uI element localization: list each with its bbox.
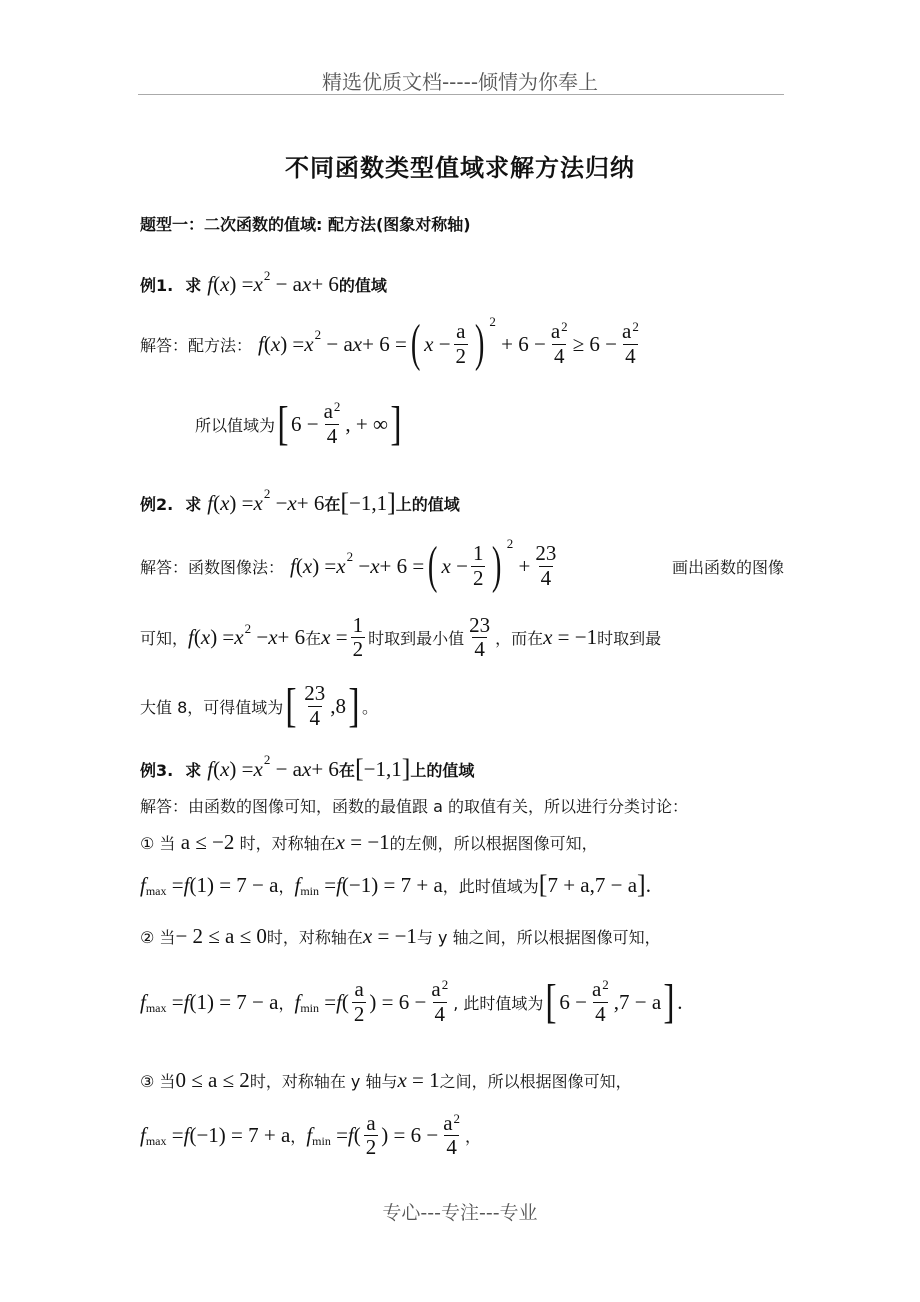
interval: [ −1,1 ]	[340, 488, 396, 517]
formula: f max = f (1) = 7 − a	[140, 872, 279, 898]
interval: [ −1,1 ]	[354, 754, 411, 783]
formula: f min = f (−1) = 7 + a	[294, 872, 443, 898]
text-fragment: ，此时值域为	[442, 876, 539, 896]
formula: 0 ≤ a ≤ 2	[175, 1068, 250, 1092]
interval: [ 6 − $\frac{a^2}{4}$ ,7 − a ] .	[545, 975, 683, 1028]
page-header: 精选优质文档-----倾情为你奉上	[321, 70, 599, 94]
formula: f ( x ) = x 2 − x + 6 = ( x − $\frac{1}{2}$ ) 2 + $\frac{23}{4}$	[290, 536, 557, 594]
case-3-result	[140, 1112, 784, 1159]
example-2-line3	[140, 679, 784, 732]
solution-tail: 画出函数的图像	[671, 557, 784, 577]
interval: [ 7 + a,7 − a ] .	[538, 870, 651, 899]
formula: f ( x ) = x 2 − a x + 6	[207, 752, 339, 781]
example-2-line2	[140, 614, 784, 661]
text-fragment: 时，对称轴在	[239, 834, 336, 853]
case-1-condition	[140, 830, 784, 855]
text-fragment: ，	[290, 1127, 307, 1147]
example-label: 例2.	[140, 494, 174, 514]
text-fragment: 时，对称轴在	[266, 928, 363, 947]
mid-text: 在	[324, 494, 341, 514]
text-fragment: 可知，	[140, 629, 189, 649]
text-fragment: 大值 8，可得值域为	[140, 697, 284, 717]
section-heading-text: 题型一：二次函数的值域: 配方法(图象对称轴)	[140, 215, 471, 234]
solution-text: 解答：由函数的图像可知，函数的最值跟 a 的取值有关，所以进行分类讨论：	[140, 797, 688, 816]
formula: x = −1	[335, 830, 390, 854]
formula: f ( x ) = x 2 − a x + 6	[207, 267, 339, 296]
case-3-condition	[140, 1068, 784, 1093]
example-3-question	[140, 752, 784, 783]
formula: f max = f (1) = 7 − a	[140, 989, 279, 1015]
text-fragment: 在	[305, 629, 322, 649]
formula: a ≤ −2	[175, 830, 240, 854]
example-1-solution	[140, 314, 784, 372]
page-footer: 专心---专注---专业	[382, 1202, 538, 1224]
ask-text: 求	[185, 494, 202, 514]
formula: [ 6 − $\frac{a^2}{4}$ , + ∞ ]	[277, 397, 402, 450]
text-fragment: 。	[362, 697, 379, 717]
header-divider	[138, 94, 784, 95]
example-2-question	[140, 486, 784, 517]
solution-label: 解答：函数图像法：	[140, 557, 285, 577]
example-1-result	[195, 397, 784, 450]
document-title: 不同函数类型值域求解方法归纳	[285, 154, 635, 182]
formula: x = $\frac{1}{2}$	[321, 613, 364, 662]
formula: $\frac{23}{4}$	[469, 613, 491, 662]
mid-text: 在	[338, 760, 355, 780]
example-label: 例1.	[140, 276, 174, 295]
text-fragment: 时，对称轴在 y 轴与	[249, 1072, 398, 1091]
text-fragment: 时取到最	[597, 629, 662, 649]
example-2-solution	[140, 536, 784, 594]
tail-text: 上的值域	[410, 760, 475, 780]
text-fragment: ③ 当	[140, 1072, 176, 1091]
text-fragment: ① 当	[140, 834, 176, 853]
text-fragment: ，而在	[495, 629, 544, 649]
case-2-condition	[140, 924, 784, 949]
text-fragment: 时取到最小值	[368, 629, 465, 649]
text-fragment: 与 y 轴之间，所以根据图像可知，	[416, 928, 661, 947]
example-1-question	[140, 267, 784, 297]
tail-text: 的值域	[338, 276, 387, 295]
text-fragment: 的左侧，所以根据图像可知，	[389, 834, 598, 853]
text-fragment: , 此时值域为	[453, 993, 544, 1013]
formula: − 2 ≤ a ≤ 0	[175, 924, 267, 948]
text-fragment: ，	[465, 1127, 482, 1147]
solution-label: 解答：配方法：	[140, 335, 253, 355]
formula: x = 1	[397, 1068, 440, 1092]
section-heading	[140, 212, 784, 235]
example-label: 例3.	[140, 760, 174, 780]
formula: f ( x ) = x 2 − x + 6	[207, 486, 325, 515]
formula: [ $\frac{23}{4}$ ,8 ]	[285, 679, 360, 732]
formula: x = −1	[362, 924, 417, 948]
formula: f min = f ( $\frac{a}{2}$ ) = 6 − $\frac{a^2}{4}$	[294, 977, 449, 1026]
formula: f ( x ) = x 2 − x + 6	[188, 620, 306, 650]
example-3-solution	[140, 794, 784, 817]
case-1-result	[140, 872, 784, 898]
ask-text: 求	[185, 760, 202, 780]
result-label: 所以值域为	[195, 415, 276, 435]
text-fragment: ，	[278, 993, 295, 1013]
tail-text: 上的值域	[395, 494, 460, 514]
formula: f min = f ( $\frac{a}{2}$ ) = 6 − $\frac{a^2}{4}$	[306, 1111, 461, 1160]
text-fragment: 之间，所以根据图像可知，	[439, 1072, 632, 1091]
ask-text: 求	[185, 276, 202, 295]
formula: x = −1	[543, 625, 598, 650]
text-fragment: ，	[278, 876, 295, 896]
case-2-result	[140, 975, 784, 1028]
text-fragment: ② 当	[140, 928, 176, 947]
formula: f ( x ) = x 2 − a x + 6 = ( x − $\frac{a}{2}$ ) 2 + 6 − $\frac{a^2}{4}$ ≥ 6 − $\frac{a^2}{4}$	[258, 314, 639, 372]
formula: f max = f (−1) = 7 + a	[140, 1123, 291, 1149]
